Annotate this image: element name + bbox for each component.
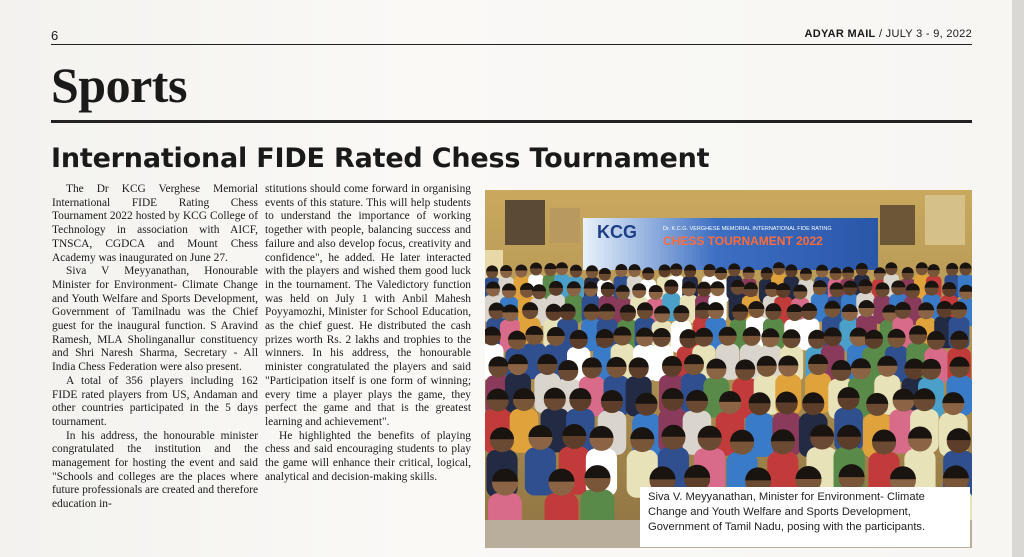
article-headline: International FIDE Rated Chess Tournament [51,143,710,174]
page-number: 6 [51,28,59,43]
issue-date: JULY 3 - 9, 2022 [885,28,972,40]
masthead-separator: / [878,28,883,40]
section-title: Sports [51,57,187,113]
paragraph: The Dr KCG Verghese Memorial International FIDE Rating Chess Tournament 2022 hosted by KCG College of Technology in association with AICF, TNSCA, CGDCA and Mount Chess Academy was inaugurated on June 27. [52,183,258,264]
banner-subtitle: Dr. K.C.G. VERGHESE MEMORIAL INTERNATIONAL FIDE RATING [663,226,832,232]
masthead [805,28,972,40]
section-rule [51,120,972,123]
paragraph: stitutions should come forward in organising events of this stature. This will help students to understand the importance of working together with people, balancing success and failure and also develop focus, creativity and confidence", he added. He later interacted with the players and wished them good luck in the tournament. The Valedictory function was held on July 1 with Anbil Mahesh Poyyamozhi, Minister for School Education, as the chief guest. He distributed the cash prizes worth Rs. 2 lakhs and trophies to the winners. In his address, the honourable minister congratulated the players and said "Participation itself is one form of winning; every time a player plays the game, they perfect the game and that is the greatest learning and achievement". [265,183,471,428]
banner-logo: KCG [597,222,637,242]
article-column-1 [52,183,258,512]
paragraph: In his address, the honourable minister congratulated the institution and the management for hosting the event and said "Schools and colleges are the places where future professionals are created and therefore education in- [52,429,258,511]
banner-title: CHESS TOURNAMENT 2022 [663,234,823,248]
photo-caption: Siva V. Meyyanathan, Minister for Environment- Climate Change and Youth Welfare and Sports Development, Government of Tamil Nadu, posing with the participants. [640,487,970,547]
paragraph: Siva V Meyyanathan, Honourable Minister for Environment- Climate Change and Youth Welfare and Sports Development, Government of Tamilnadu was the Chief guest for the inaugural function. S Aravind Ramesh, MLA Sholinganallur constituency and Shri Naresh Sharma, Secretary - All India Chess Federation were also present. [52,265,258,374]
paragraph: A total of 356 players including 162 FIDE rated players from US, Andaman and other countries participated in the 5 days tournament. [52,374,258,428]
top-rule [51,44,972,45]
paragraph: He highlighted the benefits of playing chess and said encouraging students to play the game will enhance their critical, logical, analytical and decision-making skills. [265,429,471,483]
paper-name: ADYAR MAIL [804,28,876,40]
article-column-2 [265,183,471,484]
page-edge [1012,0,1024,557]
